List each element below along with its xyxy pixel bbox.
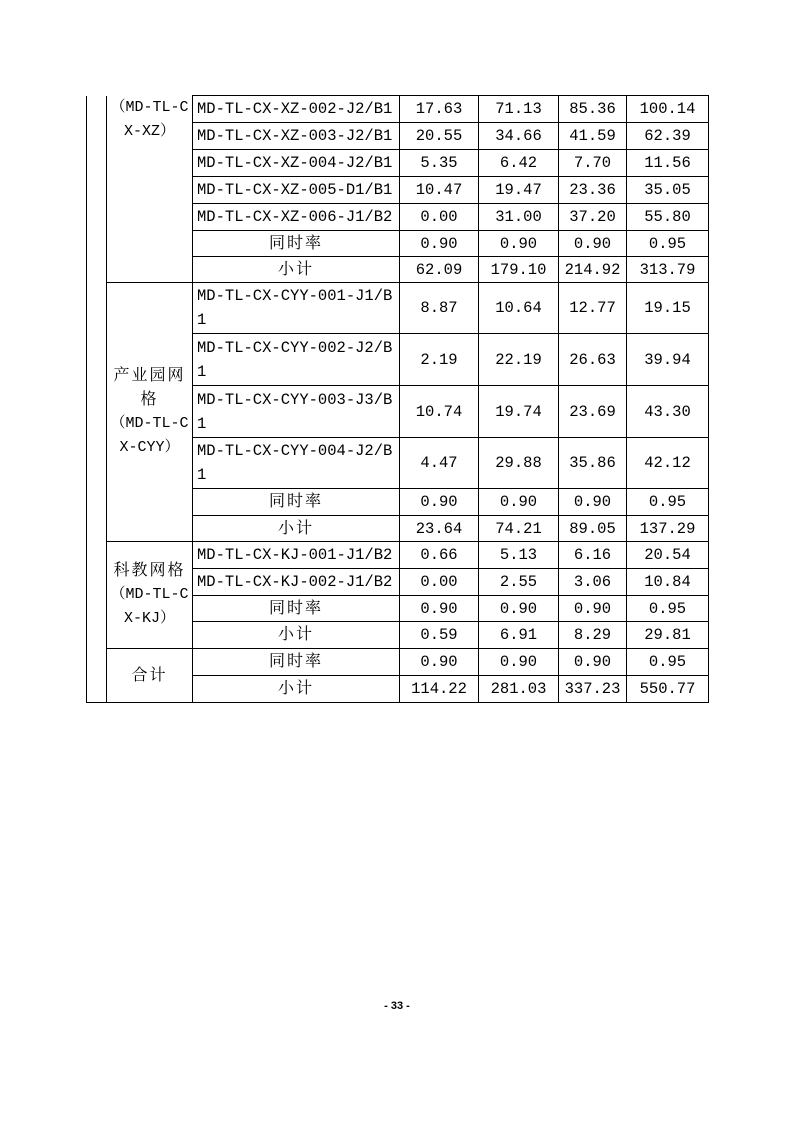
circuit-id: MD-TL-CX-XZ-003-J2/B1 <box>193 123 400 150</box>
simultaneity-label: 同时率 <box>193 649 400 676</box>
group-cell-cyy <box>107 283 193 542</box>
value-col2: 10.64 <box>479 283 559 334</box>
group-name: 科教网格 <box>113 562 186 580</box>
value-col2: 6.91 <box>479 622 559 649</box>
value-col1: 10.47 <box>400 177 479 204</box>
simultaneity-label: 同时率 <box>193 231 400 257</box>
value-col1: 5.35 <box>400 150 479 177</box>
value-col1: 0.59 <box>400 622 479 649</box>
value-col1: 0.00 <box>400 569 479 596</box>
circuit-id: MD-TL-CX-CYY-001-J1/B1 <box>193 283 400 334</box>
value-col2: 6.42 <box>479 150 559 177</box>
circuit-id: MD-TL-CX-KJ-001-J1/B2 <box>193 542 400 569</box>
value-col4: 0.95 <box>627 649 709 676</box>
simultaneity-label: 同时率 <box>193 489 400 516</box>
value-col3: 0.90 <box>559 649 627 676</box>
value-col3: 3.06 <box>559 569 627 596</box>
value-col1: 0.90 <box>400 231 479 257</box>
value-col2: 0.90 <box>479 489 559 516</box>
value-col2: 179.10 <box>479 257 559 283</box>
table-row <box>87 542 709 569</box>
value-col2: 2.55 <box>479 569 559 596</box>
circuit-id: MD-TL-CX-CYY-002-J2/B1 <box>193 334 400 386</box>
value-col3: 23.69 <box>559 386 627 438</box>
value-col1: 4.47 <box>400 438 479 489</box>
value-col2: 19.74 <box>479 386 559 438</box>
value-col4: 20.54 <box>627 542 709 569</box>
value-col3: 35.86 <box>559 438 627 489</box>
value-col1: 0.90 <box>400 489 479 516</box>
group-code: （MD-TL-CX-CYY） <box>110 415 189 456</box>
value-col3: 23.36 <box>559 177 627 204</box>
value-col4: 550.77 <box>627 676 709 703</box>
value-col1: 62.09 <box>400 257 479 283</box>
group-cell-kj <box>107 542 193 649</box>
value-col3: 0.90 <box>559 489 627 516</box>
table-row <box>87 96 709 123</box>
value-col3: 37.20 <box>559 204 627 231</box>
circuit-id: MD-TL-CX-CYY-003-J3/B1 <box>193 386 400 438</box>
value-col3: 7.70 <box>559 150 627 177</box>
value-col4: 10.84 <box>627 569 709 596</box>
subtotal-label: 小计 <box>193 516 400 542</box>
load-table <box>86 95 709 703</box>
value-col1: 17.63 <box>400 96 479 123</box>
page-number: - 33 - <box>384 1000 410 1012</box>
table-row <box>87 283 709 334</box>
value-col3: 214.92 <box>559 257 627 283</box>
circuit-id: MD-TL-CX-XZ-002-J2/B1 <box>193 96 400 123</box>
value-col4: 35.05 <box>627 177 709 204</box>
value-col2: 31.00 <box>479 204 559 231</box>
group-name: 产业园网格 <box>113 367 186 409</box>
value-col2: 34.66 <box>479 123 559 150</box>
value-col1: 0.90 <box>400 596 479 622</box>
simultaneity-label: 同时率 <box>193 596 400 622</box>
value-col4: 62.39 <box>627 123 709 150</box>
group-cell-xz <box>107 96 193 283</box>
value-col2: 0.90 <box>479 649 559 676</box>
value-col3: 337.23 <box>559 676 627 703</box>
value-col1: 23.64 <box>400 516 479 542</box>
value-col2: 0.90 <box>479 596 559 622</box>
value-col3: 6.16 <box>559 542 627 569</box>
value-col2: 5.13 <box>479 542 559 569</box>
value-col1: 0.00 <box>400 204 479 231</box>
subtotal-label: 小计 <box>193 622 400 649</box>
value-col4: 0.95 <box>627 596 709 622</box>
value-col4: 19.15 <box>627 283 709 334</box>
value-col3: 12.77 <box>559 283 627 334</box>
value-col4: 11.56 <box>627 150 709 177</box>
value-col1: 0.66 <box>400 542 479 569</box>
value-col1: 0.90 <box>400 649 479 676</box>
value-col2: 29.88 <box>479 438 559 489</box>
value-col2: 281.03 <box>479 676 559 703</box>
circuit-id: MD-TL-CX-XZ-005-D1/B1 <box>193 177 400 204</box>
value-col4: 313.79 <box>627 257 709 283</box>
value-col1: 20.55 <box>400 123 479 150</box>
value-col2: 22.19 <box>479 334 559 386</box>
value-col3: 85.36 <box>559 96 627 123</box>
value-col2: 19.47 <box>479 177 559 204</box>
value-col3: 41.59 <box>559 123 627 150</box>
blank-column-cell <box>87 96 107 703</box>
value-col2: 0.90 <box>479 231 559 257</box>
value-col4: 43.30 <box>627 386 709 438</box>
value-col1: 2.19 <box>400 334 479 386</box>
subtotal-label: 小计 <box>193 676 400 703</box>
value-col4: 29.81 <box>627 622 709 649</box>
circuit-id: MD-TL-CX-CYY-004-J2/B1 <box>193 438 400 489</box>
value-col4: 39.94 <box>627 334 709 386</box>
value-col3: 0.90 <box>559 596 627 622</box>
value-col1: 8.87 <box>400 283 479 334</box>
value-col4: 0.95 <box>627 489 709 516</box>
simultaneity-row <box>87 649 709 676</box>
value-col4: 42.12 <box>627 438 709 489</box>
value-col3: 26.63 <box>559 334 627 386</box>
group-code: （MD-TL-CX-KJ） <box>110 586 189 627</box>
circuit-id: MD-TL-CX-XZ-006-J1/B2 <box>193 204 400 231</box>
value-col1: 10.74 <box>400 386 479 438</box>
group-code: （MD-TL-CX-XZ） <box>110 98 189 140</box>
value-col4: 0.95 <box>627 231 709 257</box>
value-col2: 71.13 <box>479 96 559 123</box>
value-col1: 114.22 <box>400 676 479 703</box>
value-col3: 0.90 <box>559 231 627 257</box>
circuit-id: MD-TL-CX-KJ-002-J1/B2 <box>193 569 400 596</box>
value-col4: 100.14 <box>627 96 709 123</box>
subtotal-label: 小计 <box>193 257 400 283</box>
circuit-id: MD-TL-CX-XZ-004-J2/B1 <box>193 150 400 177</box>
value-col3: 89.05 <box>559 516 627 542</box>
value-col3: 8.29 <box>559 622 627 649</box>
value-col4: 137.29 <box>627 516 709 542</box>
group-name: 合计 <box>131 666 168 685</box>
value-col4: 55.80 <box>627 204 709 231</box>
group-cell-total <box>107 649 193 703</box>
value-col2: 74.21 <box>479 516 559 542</box>
